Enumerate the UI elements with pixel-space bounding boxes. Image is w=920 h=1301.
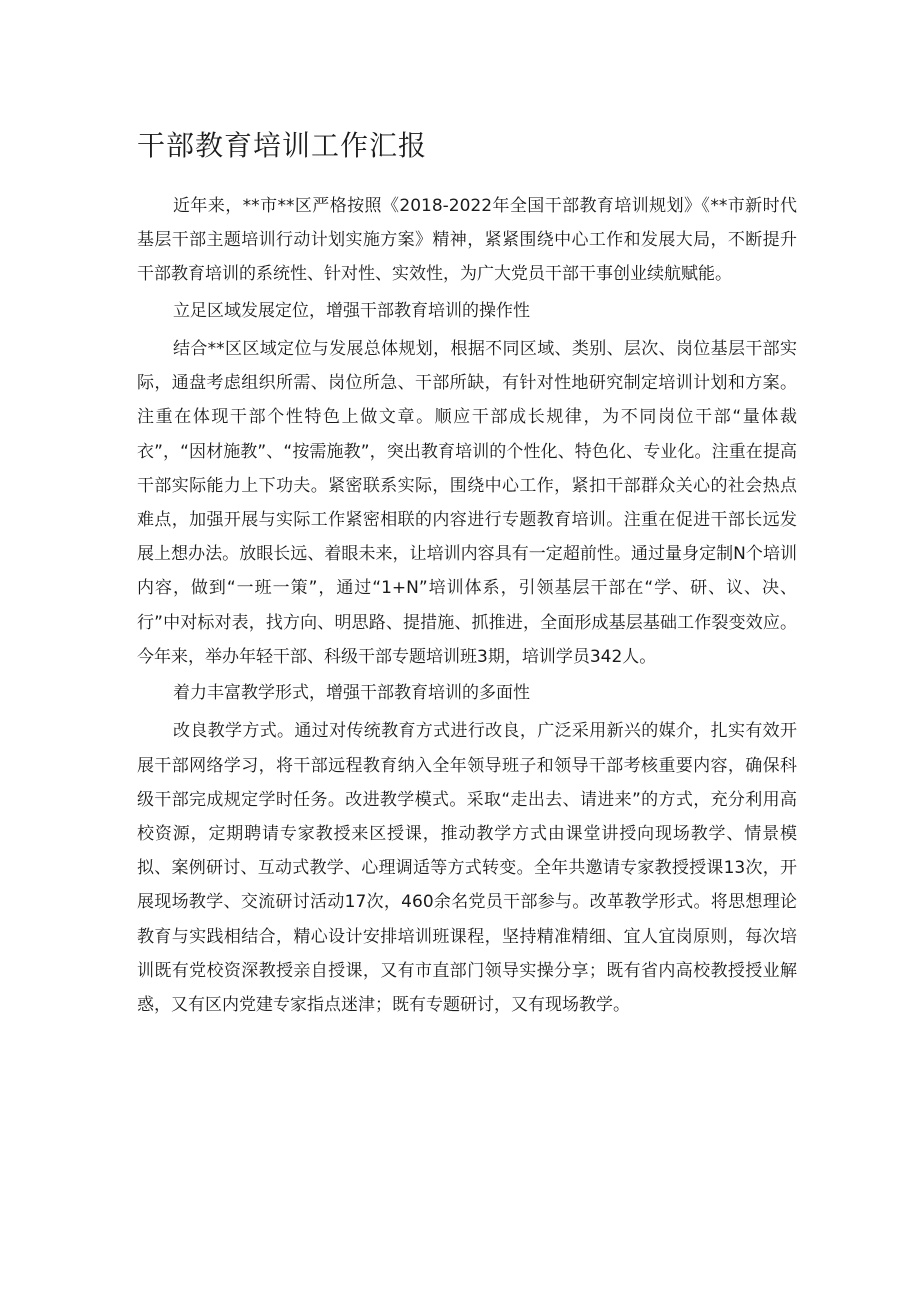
positioning-paragraph: 结合**区区域定位与发展总体规划，根据不同区域、类别、层次、岗位基层干部实际，通盘考虑组织所需、岗位所急、干部所缺，有针对性地研究制定培训计划和方案。注重在体现干部个性特色上做文章。顺应干部成长规律，为不同岗位干部“量体裁衣”，“因材施教”、“按需施教”，突出教育培训的个性化、特色化、专业化。注重在提高干部实际能力上下功夫。紧密联系实际，围绕中心工作，紧扣干部群众关心的社会热点难点，加强开展与实际工作紧密相联的内容进行专题教育培训。注重在促进干部长远发展上想办法。放眼长远、着眼未来，让培训内容具有一定超前性。通过量身定制N个培训内容，做到“一班一策”，通过“1+N”培训体系，引领基层干部在“学、研、议、决、行”中对标对表，找方向、明思路、提措施、抓推进，全面形成基层基础工作裂变效应。今年来，举办年轻干部、科级干部专题培训班3期，培训学员342人。 bbox=[137, 339, 797, 667]
section-heading-teaching-forms: 着力丰富教学形式，增强干部教育培训的多面性 bbox=[173, 683, 530, 704]
section-heading-positioning: 立足区域发展定位，增强干部教育培训的操作性 bbox=[173, 300, 530, 321]
document-title: 干部教育培训工作汇报 bbox=[137, 129, 428, 162]
document-body bbox=[137, 189, 797, 1024]
intro-paragraph: 近年来，**市**区严格按照《2018-2022年全国干部教育培训规划》《**市新时代基层干部主题培训行动计划实施方案》精神，紧紧围绕中心工作和发展大局，不断提升干部教育培训的系统性、针对性、实效性，为广大党员干部干事创业续航赋能。 bbox=[137, 196, 797, 285]
teaching-forms-paragraph: 改良教学方式。通过对传统教育方式进行改良，广泛采用新兴的媒介，扎实有效开展干部网络学习，将干部远程教育纳入全年领导班子和领导干部考核重要内容，确保科级干部完成规定学时任务。改进教学模式。采取“走出去、请进来”的方式，充分利用高校资源，定期聘请专家教授来区授课，推动教学方式由课堂讲授向现场教学、情景模拟、案例研讨、互动式教学、心理调适等方式转变。全年共邀请专家教授授课13次，开展现场教学、交流研讨活动17次，460余名党员干部参与。改革教学形式。将思想理论教育与实践相结合，精心设计安排培训班课程，坚持精准精细、宜人宜岗原则，每次培训既有党校资深教授亲自授课，又有市直部门领导实操分享；既有省内高校教授授业解惑，又有区内党建专家指点迷津；既有专题研讨，又有现场教学。 bbox=[137, 721, 797, 1016]
